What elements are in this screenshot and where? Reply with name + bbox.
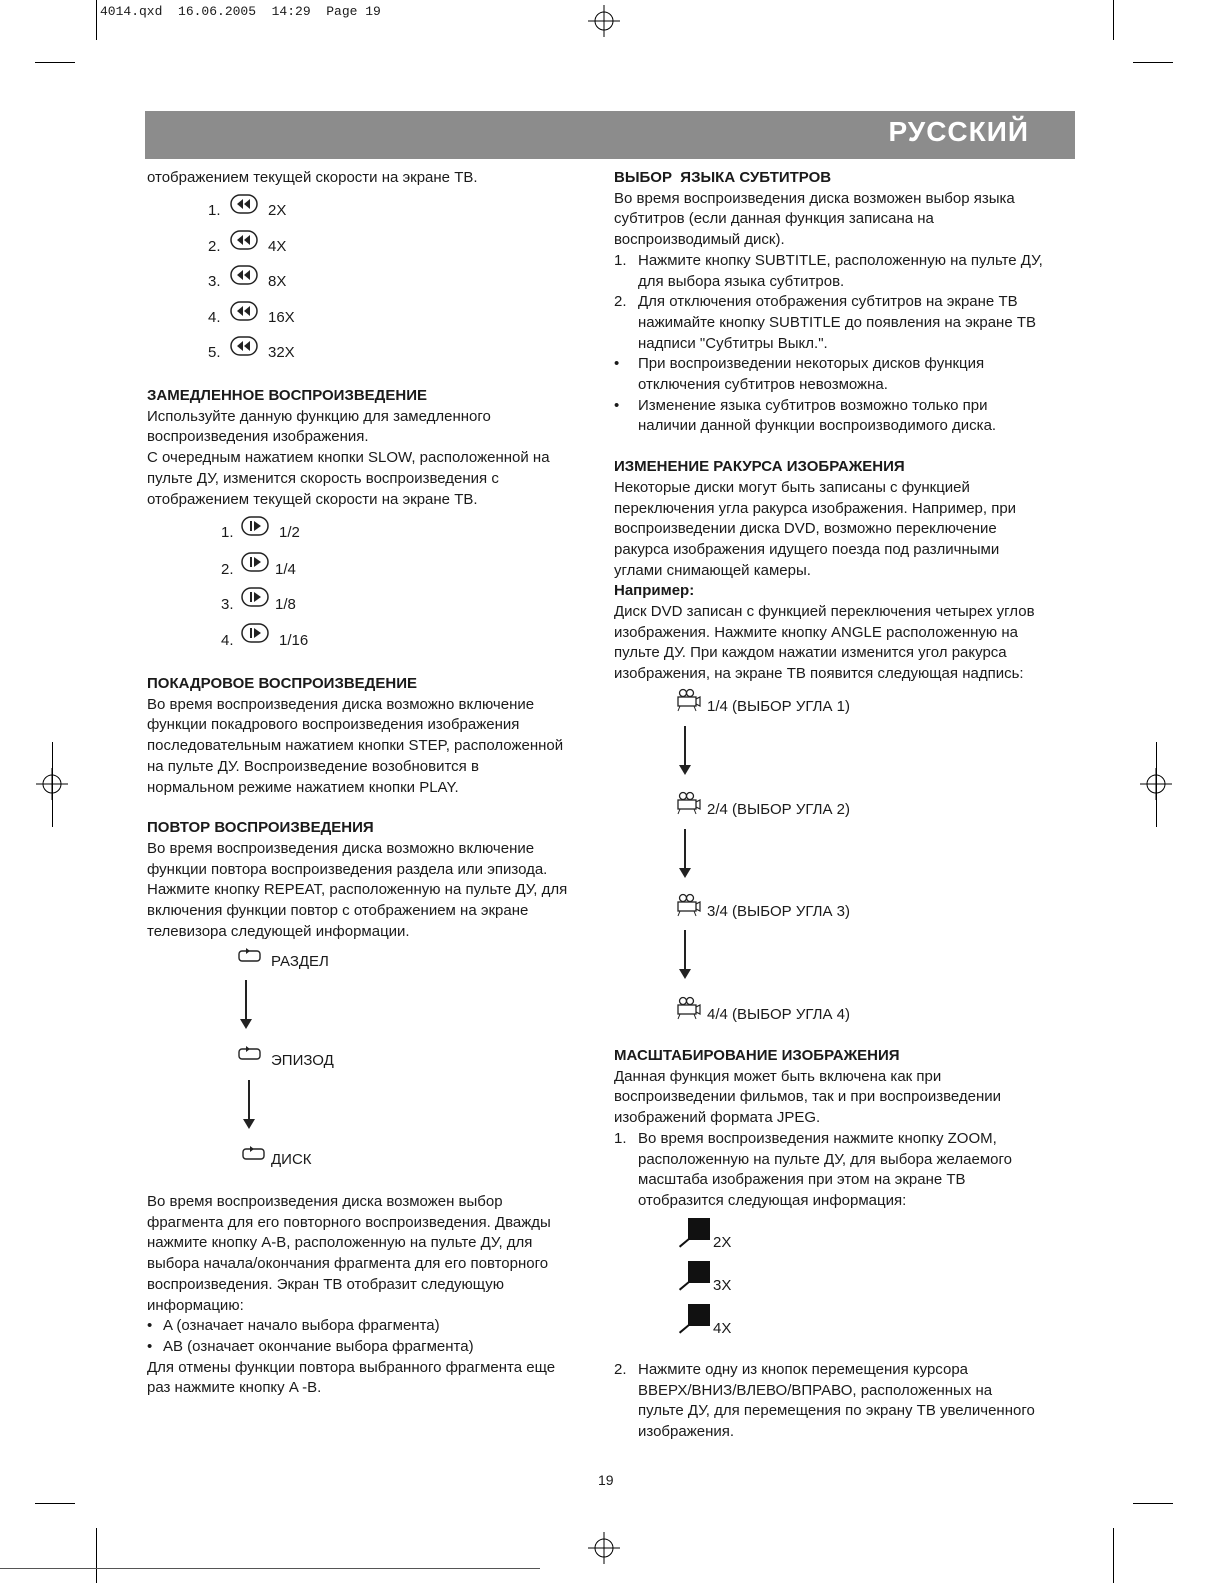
ab-repeat-section [147,1192,597,1399]
zoom-icon [688,1261,710,1283]
paragraph-line: отображением текущей скорости на экране ТВ. [147,169,478,186]
list-item: 2. [221,561,234,578]
list-item-label: 4X [268,238,287,255]
paragraph-line: информацию: [147,1296,244,1314]
list-item: 2. Для отключения отображения субтитров на экране ТВ нажимайте кнопку SUBTITLE до появления на экране ТВ надписи "Субтитры Выкл.". [614,293,1037,352]
slow-play-icon [241,623,269,643]
flow-arrow [684,726,686,766]
zoom-step-2 [614,1360,1069,1443]
paragraph-line: включения функции повтор с отображением на экране [147,902,529,920]
crop-mark [1133,62,1173,63]
rewind-icon [230,336,258,356]
slow-play-icon [241,552,269,572]
list-item: 2. Нажмите одну из кнопок перемещения курсора ВВЕРХ/ВНИЗ/ВЛЕВО/ВПРАВО, расположенных на пульте ДУ, для перемещения по экрану ТВ увеличенного изображения. [614,1361,1035,1441]
list-item-label: 2X [268,202,287,219]
list-item: 1. [221,524,234,541]
section-heading: ЗАМЕДЛЕННОЕ ВОСПРОИЗВЕДЕНИЕ [147,387,427,404]
flow-arrow [684,829,686,869]
zoom-level-label: 2X [713,1234,732,1251]
paragraph-line: Во время воспроизведения диска возможен выбор [147,1193,503,1210]
rewind-icon [230,194,258,214]
rewind-icon [230,265,258,285]
list-item: 5. [208,344,221,361]
paragraph-line: воспроизведении фильмов, так и при воспроизведении [614,1088,1002,1106]
list-item: 1. Нажмите кнопку SUBTITLE, расположенную на пульте ДУ, для выбора языка субтитров. [614,251,1043,290]
paragraph-line: воспроизведения изображения. [147,428,369,446]
crop-mark [35,1503,75,1504]
angle-state-label: 1/4 (ВЫБОР УГЛА 1) [707,698,850,715]
paragraph-line: Диск DVD записан с функцией переключения четырех углов [614,603,1035,621]
paragraph-line: Во время воспроизведения диска возможно включение [147,695,535,713]
paragraph-line: С очередным нажатием кнопки SLOW, расположенной на [147,449,550,467]
crop-mark [1113,0,1114,40]
list-item: 4. [208,309,221,326]
list-item-label: 16X [268,309,295,326]
slow-play-icon [241,516,269,536]
angle-state-label: 4/4 (ВЫБОР УГЛА 4) [707,1006,850,1023]
slug-line: 4014.qxd 16.06.2005 14:29 Page 19 [100,4,381,19]
paragraph-line: углами снимающей камеры. [614,561,811,579]
section-heading: ПОВТОР ВОСПРОИЗВЕДЕНИЯ [147,819,374,837]
repeat-mode-label: ДИСК [271,1151,312,1168]
list-item-label: 1/8 [275,596,296,613]
paragraph-line: пульте ДУ, изменится скорость воспроизведения с [147,469,499,487]
paragraph-line: нажмите кнопку A-B, расположенную на пульте ДУ, для [147,1234,533,1252]
language-banner [145,111,1075,159]
repeat-icon [238,947,262,963]
zoom-level-label: 3X [713,1277,732,1294]
paragraph-line: Нажмите кнопку REPEAT, расположенную на пульте ДУ, для [147,881,568,899]
section-heading: ВЫБОР ЯЗЫКА СУБТИТРОВ [614,169,832,186]
repeat-mode-label: ЭПИЗОД [271,1052,334,1069]
list-item: 3. [208,273,221,290]
list-item: 1. [208,202,221,219]
paragraph-line: функции покадрового воспроизведения изображения [147,716,520,734]
paragraph-line: изображения, на экране ТВ появится следующая надпись: [614,665,1024,683]
repeat-mode-label: РАЗДЕЛ [271,953,329,970]
zoom-section [614,1046,1069,1212]
zoom-icon-line [679,1281,689,1290]
angle-state-label: 2/4 (ВЫБОР УГЛА 2) [707,801,850,818]
paragraph-line: Некоторые диски могут быть записаны с функцией [614,478,970,496]
crop-mark [96,1528,97,1583]
zoom-icon-line [679,1238,689,1247]
bottom-rule [0,1568,540,1569]
paragraph-line: изображений формата JPEG. [614,1109,821,1127]
list-item-label: 1/4 [275,561,296,578]
paragraph-line: фрагмента для его повторного воспроизведения. Дважды [147,1213,551,1231]
bullet-item: • Изменение языка субтитров возможно только при наличии данной функции воспроизводимого диска. [614,396,997,435]
step-section [147,674,597,942]
section-heading: ИЗМЕНЕНИЕ РАКУРСА ИЗОБРАЖЕНИЯ [614,458,905,476]
paragraph-line: на пульте ДУ. Воспроизведение возобновится в [147,757,479,775]
paragraph-line: Во время воспроизведения диска возможен выбор языка [614,189,1015,207]
paragraph-line: Во время воспроизведения диска возможно включение [147,839,535,857]
crop-mark [35,62,75,63]
list-item-label: 1/16 [279,632,309,649]
section-heading: МАСШТАБИРОВАНИЕ ИЗОБРАЖЕНИЯ [614,1047,900,1064]
paragraph-line: воспроизведения. Экран ТВ отобразит следующую [147,1275,505,1293]
paragraph-line: Используйте данную функцию для замедленного [147,407,491,425]
camera-angle-icon [676,996,702,1020]
zoom-icon [688,1218,710,1240]
left-column [147,168,597,189]
crop-mark [1156,742,1157,827]
rewind-icon [230,301,258,321]
slow-play-icon [241,587,269,607]
language-title: РУССКИЙ [888,116,1029,147]
paragraph-line: раз нажмите кнопку A -B. [147,1379,322,1397]
camera-angle-icon [676,893,702,917]
paragraph-line: субтитров (если данная функция записана на [614,210,934,228]
example-label: Например: [614,582,695,600]
slow-section [147,386,597,510]
paragraph-line: пульте ДУ. При каждом нажатии изменится угол ракурса [614,644,1007,662]
zoom-level-label: 4X [713,1320,732,1337]
flow-arrow [248,1080,250,1120]
crop-mark [96,0,97,40]
registration-mark-icon [588,5,620,37]
paragraph-line: функции повтора воспроизведения раздела или эпизода. [147,860,548,878]
list-item: 1. Во время воспроизведения нажмите кнопку ZOOM, расположенную на пульте ДУ, для выбора желаемого масштаба изображения при этом на экране ТВ отобразится следующая информация: [614,1129,1012,1209]
paragraph-line: нормальном режиме нажатием кнопки PLAY. [147,778,459,796]
paragraph-line: Для отмены функции повтора выбранного фрагмента еще [147,1358,556,1376]
camera-angle-icon [676,688,702,712]
list-item-label: 32X [268,344,295,361]
bullet-item: • При воспроизведении некоторых дисков функция отключения субтитров невозможна. [614,355,985,394]
rewind-icon [230,230,258,250]
paragraph-line: отображением текущей скорости на экране ТВ. [147,490,478,508]
list-item-label: 8X [268,273,287,290]
angle-state-label: 3/4 (ВЫБОР УГЛА 3) [707,903,850,920]
bullet-item: • A (означает начало выбора фрагмента) [147,1317,440,1335]
paragraph-line: телевизора следующей информации. [147,922,410,940]
list-item: 3. [221,596,234,613]
paragraph-line: ракурса изображения идущего поезда под различными [614,540,1000,558]
flow-arrow [684,930,686,970]
list-item: 2. [208,238,221,255]
paragraph-line: переключения угла ракурса изображения. Например, при [614,499,1017,517]
paragraph-line: последовательным нажатием кнопки STEP, расположенной [147,737,564,755]
camera-angle-icon [676,791,702,815]
crop-mark [1113,1528,1114,1583]
subtitle-section [614,168,1069,685]
paragraph-line: воспроизводимый диск). [614,231,785,249]
crop-mark [52,742,53,827]
zoom-icon [688,1304,710,1326]
paragraph-line: изображения. Нажмите кнопку ANGLE расположенную на [614,623,1018,641]
crop-mark [1133,1503,1173,1504]
paragraph-line: Данная функция может быть включена как при [614,1067,942,1085]
list-item-label: 1/2 [279,524,300,541]
page-number: 19 [598,1472,614,1488]
registration-mark-icon [588,1532,620,1564]
paragraph-line: выбора начала/окончания фрагмента для его повторного [147,1255,549,1273]
bullet-item: • AB (означает окончание выбора фрагмента) [147,1337,474,1355]
flow-arrow [245,980,247,1020]
list-item: 4. [221,632,234,649]
repeat-icon [242,1145,266,1161]
section-heading: ПОКАДРОВОЕ ВОСПРОИЗВЕДЕНИЕ [147,675,417,692]
zoom-icon-line [679,1324,689,1333]
repeat-icon [238,1045,262,1061]
paragraph-line: воспроизведении диска DVD, возможно переключение [614,520,997,538]
